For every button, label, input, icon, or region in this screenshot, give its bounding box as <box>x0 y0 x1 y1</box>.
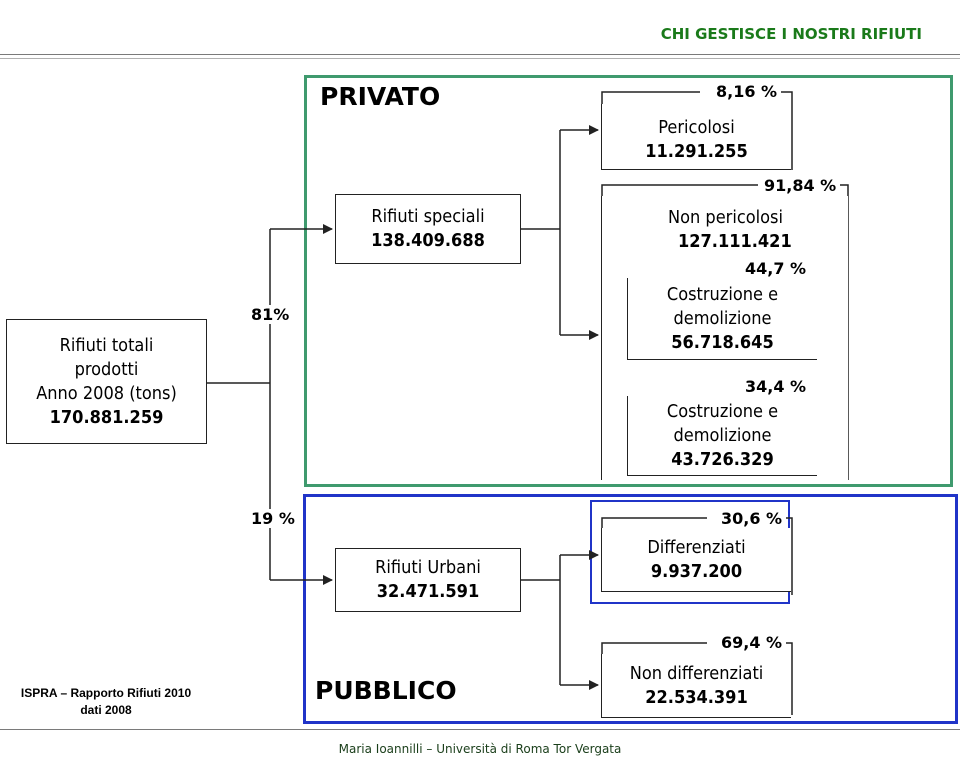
urban-waste-value: 32.471.591 <box>376 581 480 602</box>
construction-b-label-1: Costruzione e <box>666 400 779 422</box>
undifferentiated-box <box>601 654 791 718</box>
undifferentiated-percentage: 69,4 % <box>717 633 786 652</box>
source-note <box>6 685 206 719</box>
undifferentiated-value: 22.534.391 <box>645 686 748 708</box>
dangerous-value: 11.291.255 <box>645 140 748 162</box>
construction-a-label-2: demolizione <box>673 307 772 329</box>
non-dangerous-value: 127.111.421 <box>678 231 792 252</box>
total-waste-value: 170.881.259 <box>49 406 164 428</box>
footer-divider <box>0 729 960 730</box>
non-dangerous-label: Non pericolosi <box>668 207 783 228</box>
non-dangerous-percentage: 91,84 % <box>760 176 840 195</box>
differentiated-box <box>601 528 791 592</box>
construction-a-value: 56.718.645 <box>671 331 774 353</box>
total-waste-label-2: prodotti <box>74 358 139 380</box>
construction-a-label-1: Costruzione e <box>666 283 779 305</box>
total-waste-label-3: Anno 2008 (tons) <box>36 382 177 404</box>
source-note-line-2: dati 2008 <box>80 703 132 717</box>
special-waste-value: 138.409.688 <box>371 230 485 251</box>
undifferentiated-label: Non differenziati <box>629 662 764 684</box>
source-note-line-1: ISPRA – Rapporto Rifiuti 2010 <box>20 686 192 700</box>
special-waste-box <box>335 194 521 264</box>
construction-a-percentage: 44,7 % <box>741 259 810 278</box>
footer-credit: Maria Ioannilli – Università di Roma Tor Vergata <box>338 742 622 756</box>
public-zone-label: PUBBLICO <box>315 676 457 705</box>
total-waste-label-1: Rifiuti totali <box>59 334 154 356</box>
private-zone-label: PRIVATO <box>320 82 441 111</box>
construction-b-label-2: demolizione <box>673 424 772 446</box>
dangerous-percentage: 8,16 % <box>712 82 781 101</box>
construction-b-percentage: 34,4 % <box>741 377 810 396</box>
differentiated-value: 9.937.200 <box>650 560 743 582</box>
construction-b-value: 43.726.329 <box>671 448 774 470</box>
slide-title: CHI GESTISCE I NOSTRI RIFIUTI <box>660 25 922 43</box>
construction-box-a <box>627 278 817 360</box>
differentiated-label: Differenziati <box>647 536 746 558</box>
dangerous-box <box>601 104 791 170</box>
special-waste-label: Rifiuti speciali <box>371 206 485 227</box>
special-share-label: 81% <box>248 305 292 324</box>
urban-waste-label: Rifiuti Urbani <box>375 557 481 578</box>
differentiated-percentage: 30,6 % <box>717 509 786 528</box>
urban-share-label: 19 % <box>248 509 298 528</box>
dangerous-label: Pericolosi <box>658 116 735 138</box>
urban-waste-box <box>335 548 521 612</box>
construction-box-b <box>627 396 817 476</box>
total-waste-box <box>6 319 207 444</box>
